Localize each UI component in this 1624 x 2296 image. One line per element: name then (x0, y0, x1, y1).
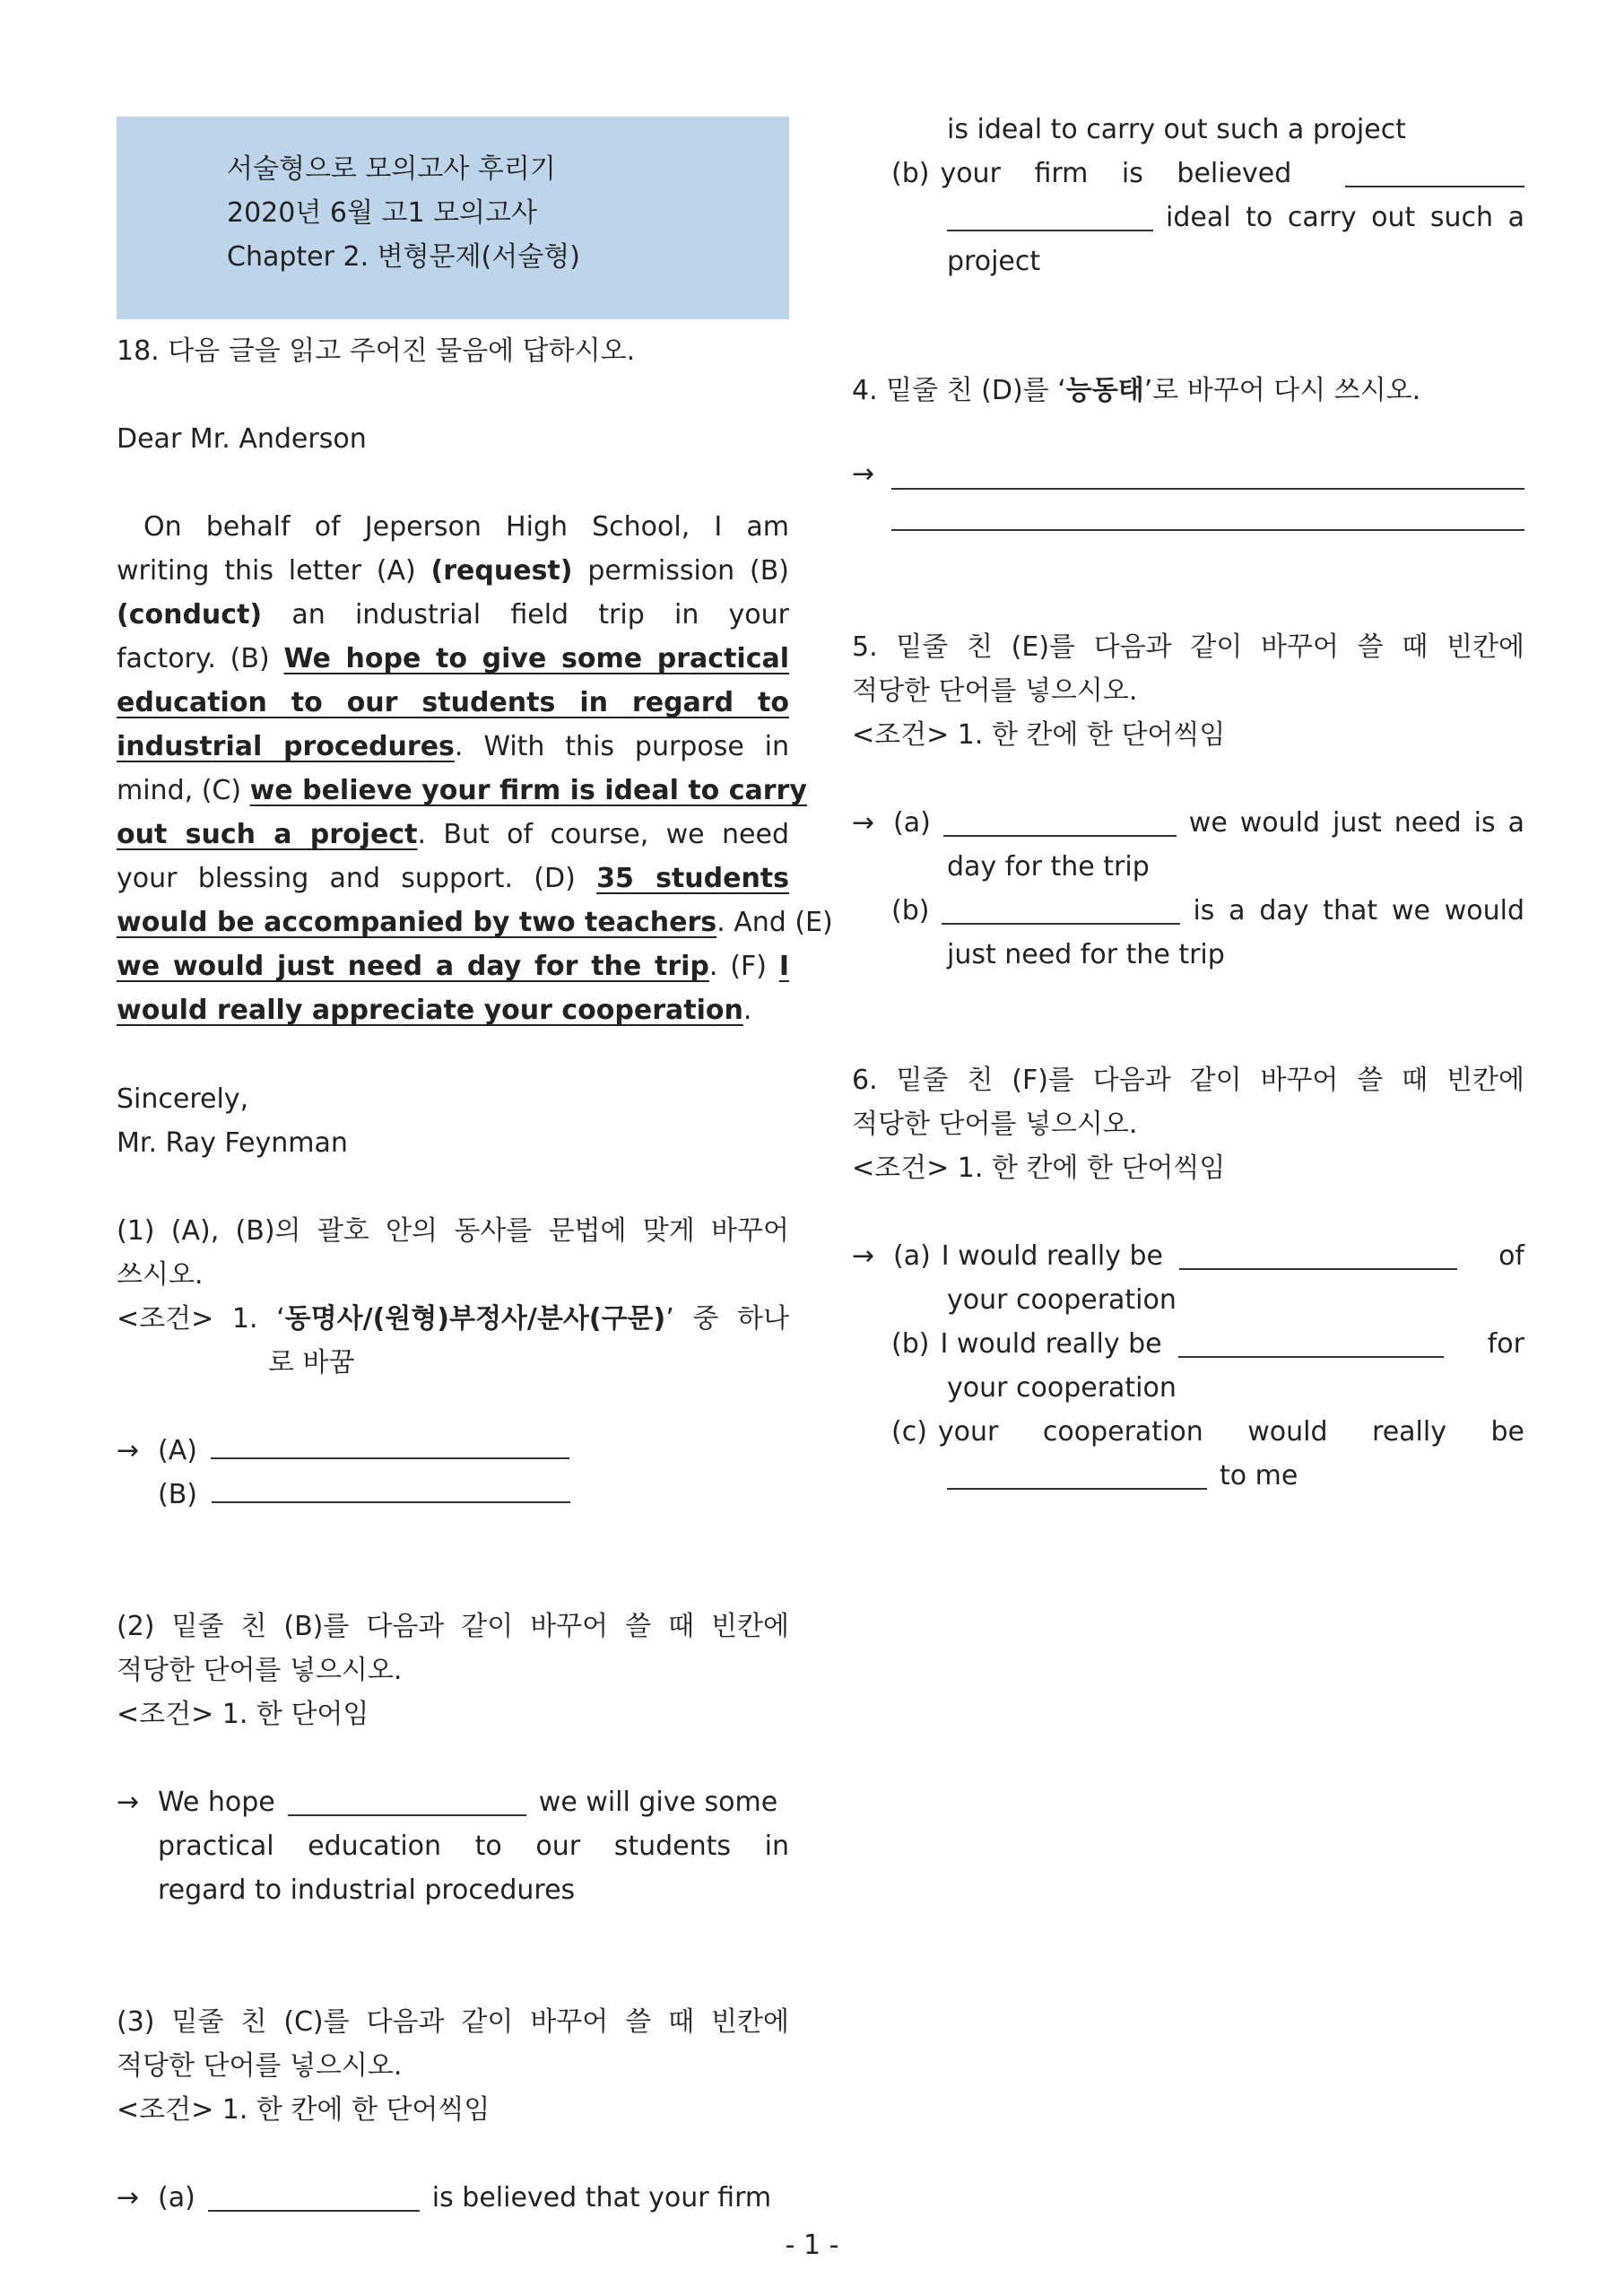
condition-text: <조건> 1. ‘ (117, 1303, 285, 1335)
q4-prompt: ’로 바꾸어 다시 쓰시오. (1143, 375, 1421, 406)
letter-text: . And (E) (716, 907, 833, 938)
conduct-verb: (conduct) (117, 599, 263, 631)
arrow-icon: → (117, 1435, 140, 1466)
question-1 (117, 1209, 789, 1385)
letter-signature: Mr. Ray Feynman (117, 1127, 348, 1159)
answer-blank[interactable] (1345, 161, 1524, 187)
arrow-icon: → (117, 1787, 140, 1818)
q2-answer-line (117, 1780, 789, 1824)
answer-text: is believed that your firm (431, 2182, 772, 2213)
question-3 (117, 2000, 789, 2132)
letter-text: . (F) (708, 951, 779, 982)
letter-text: . (743, 995, 752, 1026)
letter-text: writing this letter (A) (117, 555, 431, 587)
q5-prompt: 5. 밑줄 친 (E)를 다음과 같이 바꾸어 쓸 때 빈칸에 (852, 631, 1524, 663)
letter-line (117, 857, 789, 900)
arrow-icon: → (852, 1240, 875, 1272)
q3-answer-b (852, 152, 1524, 196)
answer-text: your firm is believed (940, 158, 1292, 189)
letter-line (117, 988, 789, 1032)
q3-prompt: 적당한 단어를 넣으시오. (117, 2050, 403, 2082)
arrow-icon: → (852, 807, 875, 839)
question-2 (117, 1605, 789, 1736)
q6-answer-c-cont (852, 1454, 1524, 1498)
arrow-icon: → (852, 458, 875, 490)
letter-line (117, 549, 789, 593)
answer-line[interactable] (891, 529, 1524, 531)
q2-answer-line: practical education to our students in (158, 1831, 789, 1862)
letter-closing: Sincerely, (117, 1083, 249, 1115)
underlined-sentence-c: we believe your firm is ideal to carry (249, 775, 807, 806)
letter-line (117, 505, 789, 549)
answer-blank[interactable] (947, 1463, 1207, 1490)
answer-blank[interactable] (942, 898, 1180, 925)
underlined-sentence-d: 35 students (596, 863, 789, 894)
answer-blank[interactable] (208, 2185, 420, 2212)
letter-line (117, 637, 789, 681)
answer-blank[interactable] (211, 1432, 569, 1459)
q5-condition: <조건> 1. 한 칸에 한 단어씩임 (852, 719, 1226, 751)
underlined-sentence-b: education to our students in regard to (117, 687, 789, 718)
q1-answer-b (117, 1473, 789, 1517)
answer-label: (a) (893, 807, 931, 839)
q5-answer-b-cont: just need for the trip (947, 939, 1225, 970)
q3-prompt: (3) 밑줄 친 (C)를 다음과 같이 바꾸어 쓸 때 빈칸에 (117, 2006, 789, 2038)
letter-text: your blessing and support. (D) (117, 863, 597, 894)
letter-line (117, 944, 789, 988)
underlined-sentence-d: would be accompanied by two teachers (117, 907, 717, 938)
header-exam: 2020년 6월 고1 모의고사 (227, 197, 537, 229)
underlined-sentence-f: I (778, 951, 789, 982)
q6-prompt: 적당한 단어를 넣으시오. (852, 1109, 1138, 1140)
answer-text: I would really be (941, 1240, 1163, 1272)
answer-blank[interactable] (212, 1476, 570, 1503)
answer-text: your cooperation would really be (937, 1416, 1524, 1448)
request-verb: (request) (430, 555, 573, 587)
letter-line (117, 813, 789, 857)
q5-answer-a (852, 801, 1524, 845)
q2-prompt: (2) 밑줄 친 (B)를 다음과 같이 바꾸어 쓸 때 빈칸에 (117, 1611, 789, 1642)
letter-body (117, 505, 833, 1032)
underlined-sentence-c: out such a project (117, 819, 418, 850)
answer-text: We hope (158, 1787, 275, 1818)
letter-line (117, 725, 789, 769)
letter-text: . But of course, we need (417, 819, 790, 850)
answer-blank[interactable] (947, 204, 1153, 231)
answer-label: (B) (158, 1479, 197, 1510)
letter-text: . With this purpose in (454, 731, 790, 762)
q3-condition: <조건> 1. 한 칸에 한 단어씩임 (117, 2094, 491, 2126)
answer-blank[interactable] (1179, 1243, 1457, 1270)
answer-text: we would just need is a (1188, 807, 1524, 839)
q2-answer-line: regard to industrial procedures (158, 1874, 576, 1906)
question-6 (852, 1058, 1524, 1190)
answer-blank[interactable] (288, 1789, 526, 1816)
answer-text: we will give some (538, 1787, 778, 1818)
letter-text: factory. (B) (117, 643, 284, 674)
q6-answer-c (852, 1410, 1524, 1454)
answer-label: (A) (158, 1435, 197, 1466)
q3-answer-a (117, 2176, 789, 2220)
q1-condition (117, 1297, 789, 1341)
q5-prompt: 적당한 단어를 넣으시오. (852, 675, 1138, 707)
answer-line[interactable] (891, 488, 1524, 490)
letter-line (117, 593, 789, 637)
condition-text: ’ 중 하나 (665, 1303, 789, 1335)
letter-line (117, 769, 807, 813)
letter-text: On behalf of Jeperson High School, I am (143, 511, 789, 543)
letter-text: permission (B) (572, 555, 789, 587)
answer-text: I would really be (940, 1328, 1162, 1360)
q6-answer-a (852, 1234, 1524, 1278)
q3-answer-b-line2 (852, 196, 1524, 239)
answer-blank[interactable] (943, 810, 1177, 837)
q1-prompt: (1) (A), (B)의 괄호 안의 동사를 문법에 맞게 바꾸어 (117, 1215, 789, 1247)
q4-prompt: 4. 밑줄 친 (D)를 ‘ (852, 375, 1066, 406)
q5-answer-b (852, 889, 1524, 933)
letter-text: mind, (C) (117, 775, 250, 806)
q3-answer-b-line3: project (947, 246, 1041, 277)
q5-answer-a-cont: day for the trip (947, 851, 1150, 883)
q6-prompt: 6. 밑줄 친 (F)를 다음과 같이 바꾸어 쓸 때 빈칸에 (852, 1065, 1524, 1096)
q2-condition: <조건> 1. 한 단어임 (117, 1699, 369, 1730)
answer-label: (a) (158, 2182, 195, 2213)
answer-text: is a day that we would (1193, 895, 1524, 926)
answer-text: of (1498, 1240, 1524, 1272)
underlined-sentence-e: we would just need a day for the trip (117, 951, 709, 982)
answer-label: (b) (891, 158, 930, 189)
arrow-icon: → (117, 2182, 140, 2213)
underlined-sentence-f: would really appreciate your cooperation (117, 995, 743, 1026)
header-chapter: Chapter 2. 변형문제(서술형) (227, 241, 580, 273)
q6-answer-b-cont: your cooperation (947, 1372, 1177, 1404)
q4-prompt-bold: 능동태 (1065, 375, 1144, 406)
q3-answer-a-cont: is ideal to carry out such a project (947, 114, 1406, 145)
letter-line (117, 900, 833, 944)
q1-condition: 로 바꿈 (268, 1347, 355, 1378)
question-4 (852, 369, 1524, 413)
q2-prompt: 적당한 단어를 넣으시오. (117, 1655, 403, 1686)
answer-label: (b) (891, 1328, 930, 1360)
answer-blank[interactable] (1178, 1331, 1444, 1358)
question-5 (852, 625, 1524, 757)
q1-prompt: 쓰시오. (117, 1259, 204, 1291)
underlined-sentence-b: industrial procedures (117, 731, 455, 762)
answer-label: (c) (891, 1416, 927, 1448)
letter-text: an industrial field trip in your (262, 599, 789, 631)
answer-text: ideal to carry out such a (1166, 202, 1524, 233)
q6-condition: <조건> 1. 한 칸에 한 단어씩임 (852, 1152, 1226, 1184)
answer-label: (a) (893, 1240, 931, 1272)
q1-answer-a (117, 1429, 789, 1473)
answer-text: to me (1220, 1460, 1298, 1492)
q6-answer-a-cont: your cooperation (947, 1284, 1177, 1316)
q18-instruction: 18. 다음 글을 읽고 주어진 물음에 답하시오. (117, 335, 636, 367)
worksheet-header (117, 117, 789, 319)
header-title: 서술형으로 모의고사 후리기 (227, 153, 556, 185)
answer-text: for (1487, 1328, 1524, 1360)
q2-answer (117, 1780, 789, 1912)
underlined-sentence-b: We hope to give some practical (283, 643, 790, 674)
letter-line (117, 681, 789, 725)
answer-label: (b) (891, 895, 930, 926)
page-number: - 1 - (785, 2230, 839, 2261)
letter-salutation: Dear Mr. Anderson (117, 423, 367, 455)
q6-answer-b (852, 1322, 1524, 1366)
condition-bold: 동명사/(원형)부정사/분사(구문) (284, 1303, 666, 1335)
